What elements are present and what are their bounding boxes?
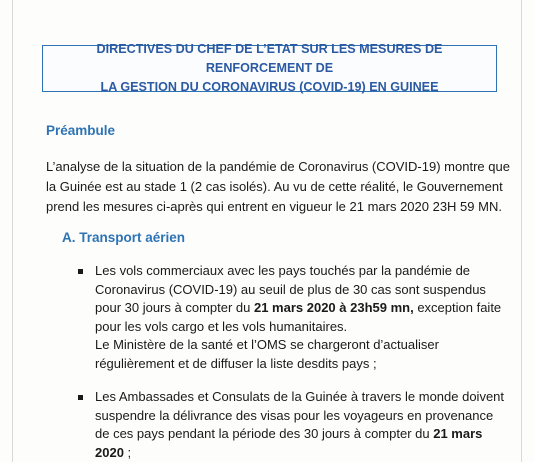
bullet-1-line-6: régulièrement et de diffuser la liste desdits pays ;	[95, 355, 377, 371]
title-line-2: LA GESTION DU CORONAVIRUS (COVID-19) EN GUINEE	[100, 80, 439, 94]
bullet-1-line-1: Les vols commerciaux avec les pays touchés par la pandémie de	[95, 263, 471, 278]
bullet-1-line-3-pre: pour 30 jours à compter du	[95, 300, 254, 316]
bullet-1-line-2: Coronavirus (COVID-19) au seuil de plus de 30 cas sont suspendus	[95, 281, 486, 297]
bullet-1-line-3	[95, 299, 518, 318]
preambule-paragraph	[46, 157, 516, 217]
bullet-square-icon	[78, 395, 83, 400]
bullet-1-text	[95, 262, 518, 374]
preambule-line-2: la Guinée est au stade 1 (2 cas isolés). Au vu de cette réalité, le Gouvernement	[46, 179, 503, 194]
bullet-1-line-4: pour les vols cargo et les vols humanitaires.	[95, 318, 348, 334]
bullet-1-date: 21 mars 2020 à 23h59 mn,	[253, 300, 414, 316]
bullet-2-line-1: Les Ambassades et Consulats de la Guinée à travers le monde doivent	[95, 389, 505, 404]
document-title-box	[42, 42, 497, 94]
bullet-2-line-3-pre: de ces pays pendant la période des 30 jours à compter du	[95, 426, 434, 442]
page-border-left	[12, 0, 13, 462]
bullet-2-line-2: suspendre la délivrance des visas pour les voyageurs en provenance	[95, 407, 494, 423]
bullet-2-line-3	[95, 425, 518, 444]
section-a-heading: A. Transport aérien	[62, 230, 186, 245]
bullet-2-date: 21 mars	[433, 426, 483, 442]
bullet-2-line-4	[95, 444, 518, 462]
title-line-1: DIRECTIVES DU CHEF DE L’ETAT SUR LES MESURES DE RENFORCEMENT DE	[96, 42, 443, 75]
bullet-1-line-5: Le Ministère de la santé et l’OMS se chargeront d’actualiser	[95, 337, 439, 353]
preambule-heading: Préambule	[46, 123, 116, 138]
bullet-square-icon	[78, 269, 83, 274]
preambule-line-1: L’analyse de la situation de la pandémie de Coronavirus (COVID-19) montre que	[46, 159, 510, 174]
bullet-1-line-3-post: exception faite	[413, 300, 502, 316]
bullet-2-line-4-post: ;	[123, 444, 132, 460]
bullet-2-year: 2020	[95, 444, 124, 460]
bullet-2-text	[95, 388, 518, 462]
preambule-line-3: prend les mesures ci-après qui entrent en vigueur le 21 mars 2020 23H 59 MN.	[46, 199, 502, 214]
page-border-right	[521, 0, 522, 462]
